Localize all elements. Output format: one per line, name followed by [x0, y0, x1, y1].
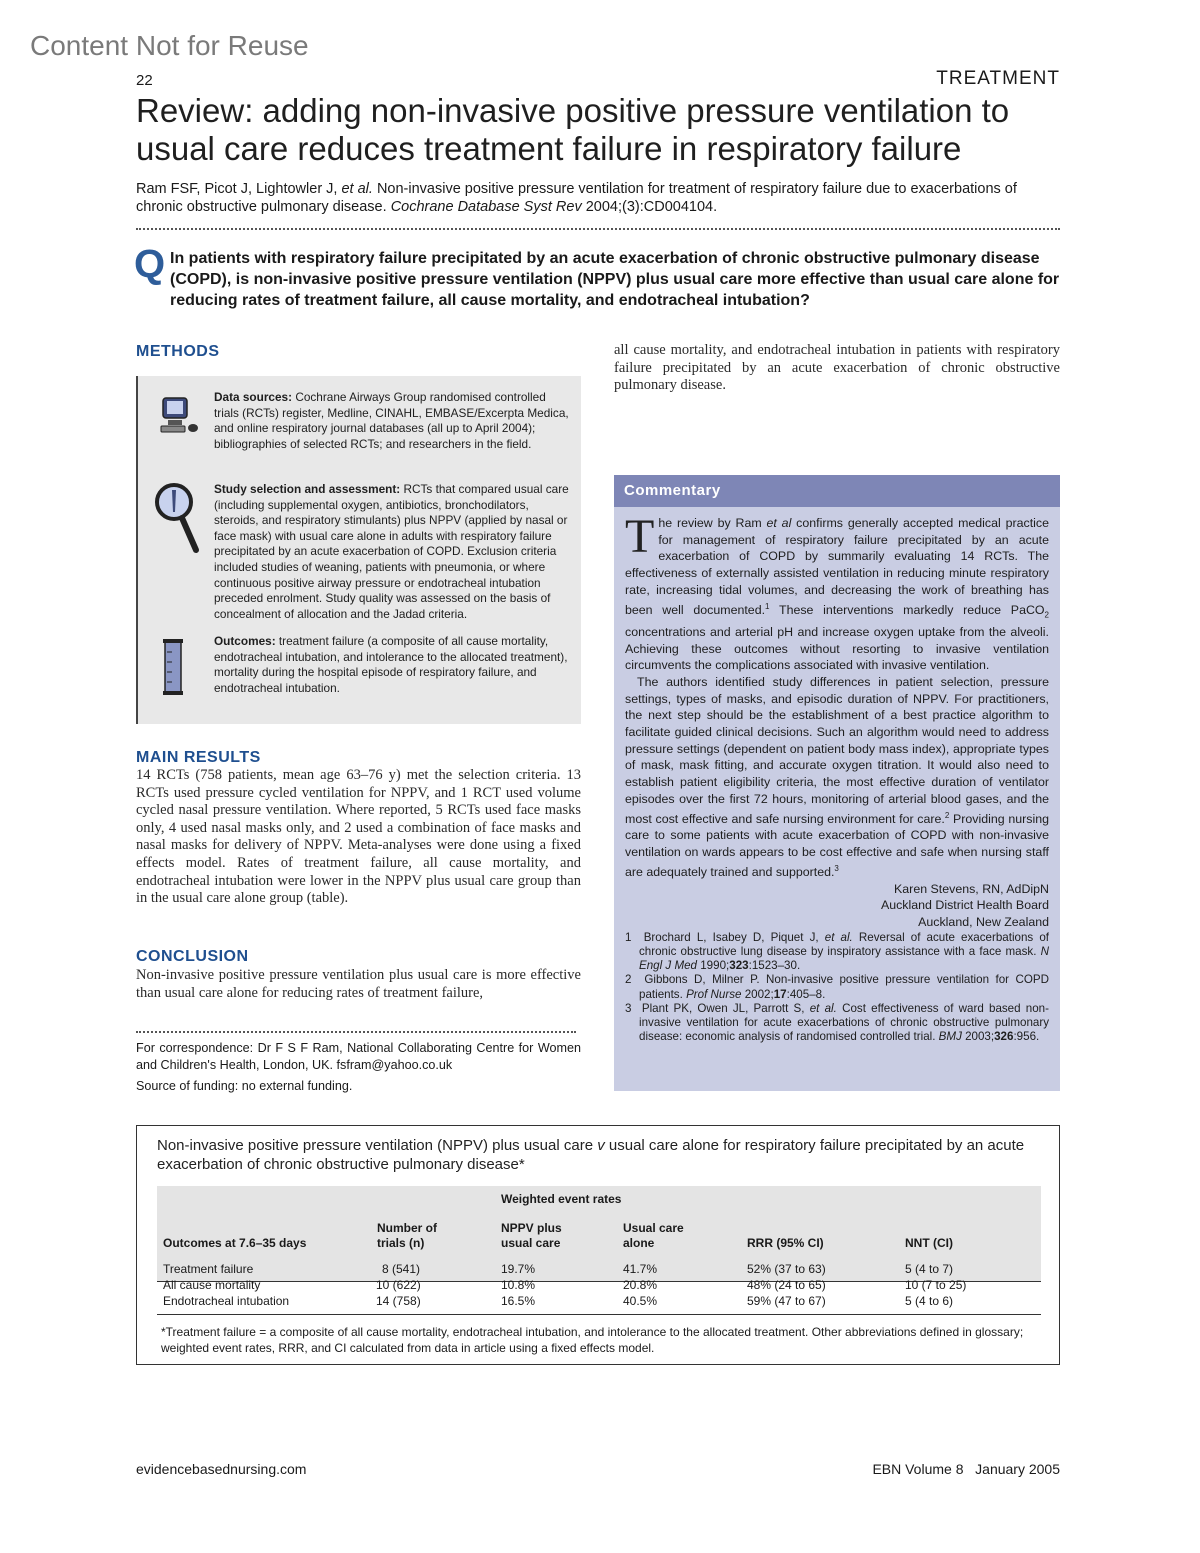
cell-trials: 10 (622) — [376, 1278, 421, 1292]
commentary-text: concentrations and arterial pH and increase oxygen uptake from the alveoli. Achieving these outcomes without resorting to invasive ventilation circumvents the complications associated with invasive ventilation. — [625, 624, 1049, 673]
magnifier-icon — [154, 480, 202, 556]
caption-versus: v — [597, 1137, 605, 1154]
col-header-nppv: NPPV plus usual care — [501, 1221, 562, 1250]
subscript: 2 — [1044, 610, 1049, 620]
commentary-heading: Commentary — [614, 475, 1060, 507]
cell-rrr: 59% (47 to 67) — [747, 1294, 826, 1308]
study-selection — [214, 482, 570, 622]
cell-nppv: 19.7% — [501, 1262, 536, 1276]
citation-article: Non-invasive positive pressure ventilation for treatment of respiratory failure due to exacerbations of chronic obstructive pulmonary disease. — [136, 181, 1017, 215]
correspondence: For correspondence: Dr F S F Ram, National Collaborating Centre for Women and Children's Health, London, UK. fsfram@yahoo.co.uk — [136, 1041, 581, 1072]
commentary-paragraph-2 — [625, 674, 1049, 881]
cell-rrr: 52% (37 to 63) — [747, 1262, 826, 1276]
conclusion-heading: CONCLUSION — [136, 948, 249, 965]
signature-org: Auckland District Health Board — [880, 898, 1049, 913]
methods-box — [136, 376, 581, 724]
results-table — [136, 1125, 1060, 1365]
article-title: Review: adding non-invasive positive pressure ventilation to usual care reduces treatment failure in respiratory failure — [136, 92, 1010, 167]
col-header-outcome: Outcomes at 7.6–35 days — [163, 1236, 307, 1250]
cell-usual: 20.8% — [623, 1278, 658, 1292]
data-sources-text: Cochrane Airways Group randomised controlled trials (RCTs) register, Medline, CINAHL, EMBASE/Excerpta Medica, and online respiratory journal databases (all up to April 2004); bibliographies of selected RCTs; and researchers in the field. — [214, 390, 569, 451]
cell-outcome: All cause mortality — [163, 1278, 261, 1292]
reference-list — [625, 931, 1049, 1045]
question-mark-icon: Q — [134, 242, 166, 286]
commentary-text: The authors identified study differences in patient selection, pressure settings, types of masks, and episodic duration of NPPV. For practitioners, the next step should be the establishment of a best practice algorithm to facilitate guided clinical decisions. Such an algorithm would need to address pressure settings (dependent on patient body mass index), appropriate types of mask, mask fitting, and accurate oxygen titration. It would also need to establish patient eligibility criteria, the most effective duration of ventilator episodes over the first 72 hours, monitoring of arterial blood gases, and the most cost effective and safe nursing environment for care. — [625, 674, 1049, 826]
table-rule — [157, 1314, 1041, 1315]
cell-rrr: 48% (24 to 65) — [747, 1278, 826, 1292]
cell-nnt: 5 (4 to 7) — [905, 1262, 954, 1276]
commentary-text: Providing nursing care to some patients with acute exacerbation of COPD with non-invasive ventilation on wards appears to be cost effective and safe when nursing staff are adequately trained and supported. — [625, 811, 1049, 879]
cell-trials: 8 (541) — [382, 1262, 421, 1276]
cell-nppv: 10.8% — [501, 1278, 536, 1292]
commentary-text: confirms generally accepted medical practice for management of respiratory failure precipitated by an acute exacerbation of COPD by summarily evaluating 14 RCTs. The effectiveness of externally assisted ventilation in reducing minute respiratory rate, increasing tidal volumes, and decreasing the work of breathing has been well documented. — [625, 516, 1049, 617]
commentary-etal: et al — [766, 516, 792, 530]
col-header-usual: Usual care alone — [623, 1221, 684, 1250]
citation-etal: et al. — [341, 181, 373, 197]
cell-nnt: 5 (4 to 6) — [905, 1294, 954, 1308]
cell-usual: 40.5% — [623, 1294, 658, 1308]
cell-usual: 41.7% — [623, 1262, 658, 1276]
study-selection-label: Study selection and assessment: — [214, 482, 401, 496]
ref-superscript: 1 — [765, 601, 770, 611]
methods-heading: METHODS — [136, 343, 220, 360]
cell-trials: 14 (758) — [376, 1294, 421, 1308]
cell-nnt: 10 (7 to 25) — [905, 1278, 967, 1292]
outcomes-label: Outcomes: — [214, 634, 276, 648]
reference-item: 3 Plant PK, Owen JL, Parrott S, et al. Cost effectiveness of ward based non-invasive ventilation for acute exacerbations of chronic obstructive pulmonary disease: economic analysis of randomised controlled trial. BMJ 2003;326:956. — [625, 1001, 1049, 1044]
signature-place: Auckland, New Zealand — [918, 915, 1049, 930]
citation-authors: Ram FSF, Picot J, Lightowler J, — [136, 181, 338, 197]
col-header-rrr: RRR (95% CI) — [747, 1236, 824, 1250]
citation-ref: 2004;(3):CD004104. — [585, 199, 718, 215]
table-caption — [157, 1136, 1047, 1174]
ruler-icon — [162, 638, 184, 696]
commentary-paragraph-1 — [625, 510, 1049, 674]
commentary-text: These interventions markedly reduce PaCO — [779, 602, 1045, 617]
watermark: Content Not for Reuse — [30, 30, 309, 61]
citation-journal: Cochrane Database Syst Rev — [390, 199, 582, 215]
divider-top — [136, 228, 1060, 230]
data-sources-label: Data sources: — [214, 390, 293, 404]
divider-correspondence — [136, 1031, 576, 1033]
caption-text: usual care alone for respiratory failure precipitated by an acute exacerbation of chronic obstructive pulmonary disease* — [157, 1137, 1025, 1173]
conclusion-text: Non-invasive positive pressure ventilation plus usual care is more effective than usual care alone for reducing rates of treatment failure, — [136, 967, 581, 1001]
signature-name: Karen Stevens, RN, AdDipN — [894, 881, 1049, 896]
data-sources — [214, 390, 570, 452]
commentary-box — [614, 475, 1060, 1091]
funding: Source of funding: no external funding. — [136, 1079, 353, 1093]
commentary-signature — [625, 881, 1049, 931]
outcomes-text: treatment failure (a composite of all cause mortality, endotracheal intubation, and intolerance to the allocated treatment), mortality during the hospital episode of respiratory failure, and endotracheal intubation. — [214, 634, 568, 695]
dropcap: T — [625, 510, 655, 563]
cell-nppv: 16.5% — [501, 1294, 536, 1308]
cell-outcome: Treatment failure — [163, 1262, 254, 1276]
study-selection-text: RCTs that compared usual care (including supplemental oxygen, antibiotics, bronchodilators, steroids, and respiratory stimulants) plus NPPV (applied by nasal or face mask) with usual care alone in adults with respiratory failure precipitated by an acute exacerbation of COPD. Exclusion criteria included studies of weaning, patients with pneumonia, or where continuous positive airway pressure or endotracheal intubation preceded enrolment. Study quality was assessed on the basis of concealment of allocation and the Jadad criteria. — [214, 482, 569, 621]
commentary-text: he review by Ram — [658, 516, 762, 530]
reference-item: 2 Gibbons D, Milner P. Non-invasive positive pressure ventilation for COPD patients. Prof Nurse 2002;17:405–8. — [625, 973, 1049, 1001]
page-number: 22 — [136, 72, 153, 89]
cell-outcome: Endotracheal intubation — [163, 1294, 290, 1308]
main-results-text: 14 RCTs (758 patients, mean age 63–76 y) met the selection criteria. 13 RCTs used pressure cycled ventilation for NPPV, and 1 RCT used volume cycled nasal pressure ventilation. Where reported, 5 RCTs used face masks only, 4 used nasal masks only, and 2 used a combination of face masks and nasal masks for delivery of NPPV. Meta-analyses were done using a fixed effects model. Rates of treatment failure, all cause mortality, and endotracheal intubation were lower in the NPPV plus usual care group than in the usual care alone group (table). — [136, 767, 581, 907]
computer-icon — [160, 396, 200, 436]
footer-issue: EBN Volume 8 January 2005 — [872, 1461, 1060, 1477]
commentary-body — [614, 507, 1060, 1044]
col-header-nnt: NNT (CI) — [905, 1236, 953, 1250]
reference-item: 1 Brochard L, Isabey D, Piquet J, et al. Reversal of acute exacerbations of chronic obstructive lung disease by inspiratory assistance with a face mask. N Engl J Med 1990;323:1523–30. — [625, 930, 1049, 973]
clinical-question: In patients with respiratory failure precipitated by an acute exacerbation of chronic obstructive pulmonary disease (COPD), is non-invasive positive pressure ventilation (NPPV) plus usual care more effective than usual care alone for reducing rates of treatment failure, all cause mortality, and endotracheal intubation? — [170, 250, 1060, 309]
citation — [136, 180, 1066, 216]
section-label: TREATMENT — [936, 68, 1060, 89]
group-header: Weighted event rates — [501, 1192, 622, 1206]
footer-website: evidencebasednursing.com — [136, 1461, 307, 1477]
conclusion-continued: all cause mortality, and endotracheal intubation in patients with respiratory failure precipitated by an acute exacerbation of chronic obstructive pulmonary disease. — [614, 342, 1060, 394]
caption-text: Non-invasive positive pressure ventilation (NPPV) plus usual care — [157, 1137, 594, 1154]
table-footnote: *Treatment failure = a composite of all cause mortality, endotracheal intubation, and intolerance to the allocated treatment. Other abbreviations defined in glossary; weighted event rates, RRR, and CI calculated from data in article using a fixed effects model. — [161, 1325, 1024, 1355]
main-results-heading: MAIN RESULTS — [136, 749, 261, 766]
ref-superscript: 2 — [944, 810, 950, 820]
ref-superscript: 3 — [834, 863, 839, 873]
outcomes — [214, 634, 570, 696]
col-header-trials: Number of trials (n) — [377, 1221, 437, 1250]
